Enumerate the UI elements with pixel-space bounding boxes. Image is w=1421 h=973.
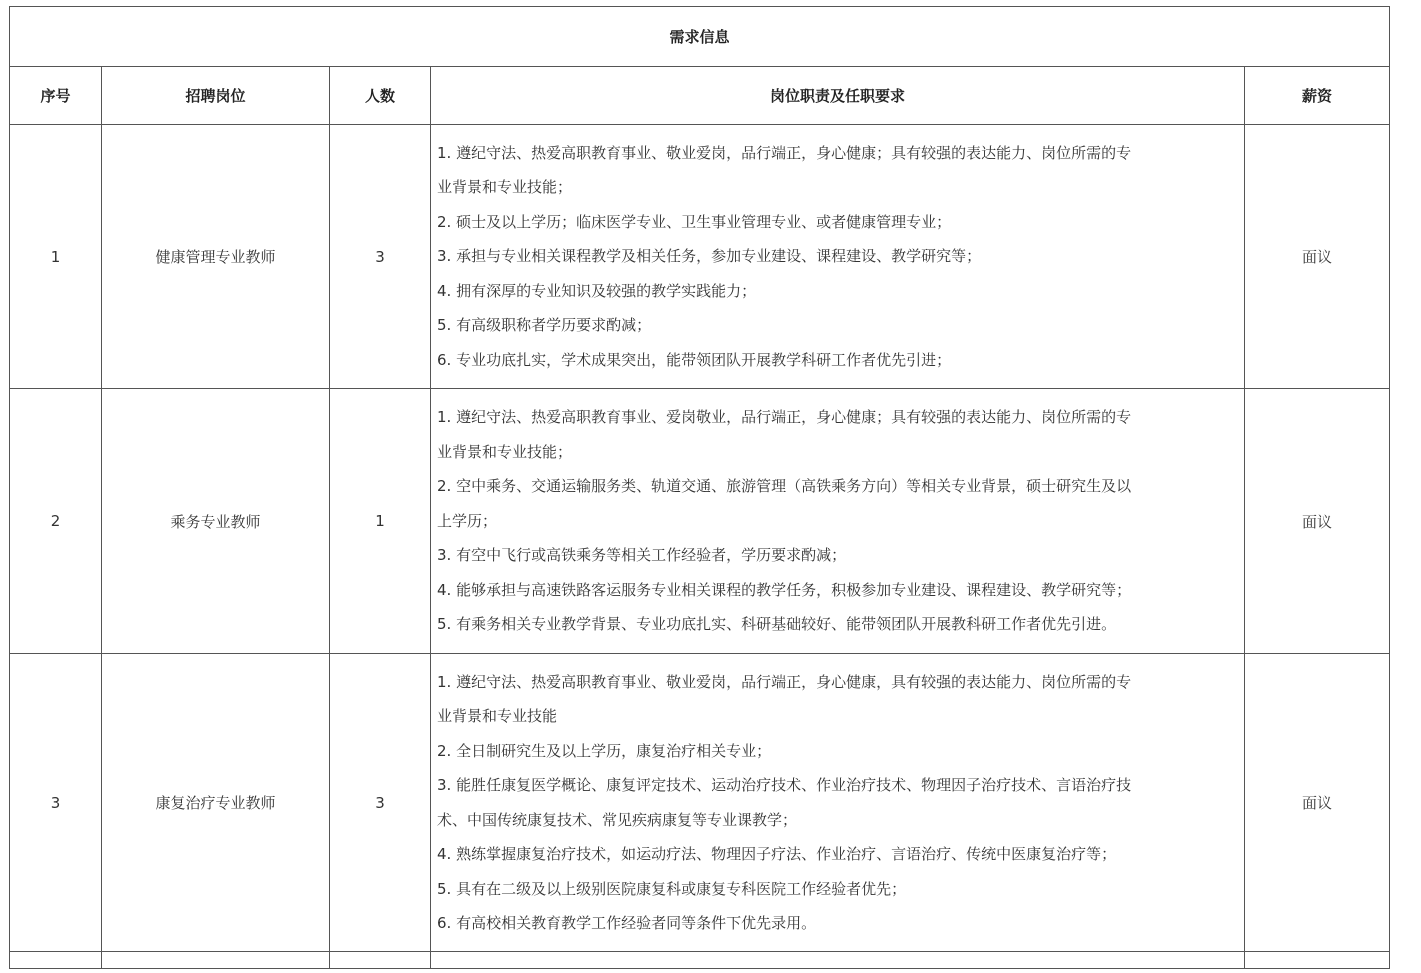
row-count: 1 xyxy=(330,389,431,654)
header-salary: 薪资 xyxy=(1245,67,1390,125)
duty-line: 3. 承担与专业相关课程教学及相关任务，参加专业建设、课程建设、教学研究等； xyxy=(437,247,982,266)
table-row xyxy=(10,125,1390,389)
duty-line: 5. 有乘务相关专业教学背景、专业功底扎实、科研基础较好、能带领团队开展教科研工作者优先引进。 xyxy=(437,615,1117,634)
partial-cell xyxy=(102,952,330,969)
row-position: 健康管理专业教师 xyxy=(102,125,330,389)
duty-line: 业背景和专业技能 xyxy=(437,707,558,725)
duty-line: 4. 拥有深厚的专业知识及较强的教学实践能力； xyxy=(437,281,757,300)
duty-line: 5. 具有在二级及以上级别医院康复科或康复专科医院工作经验者优先； xyxy=(437,879,907,898)
row-salary: 面议 xyxy=(1245,654,1390,952)
row-seq: 2 xyxy=(10,389,102,654)
duty-line: 1. 遵纪守法、热爱高职教育事业、敬业爱岗，品行端正，身心健康；具有较强的表达能力、岗位所需的专 xyxy=(437,143,1132,162)
duty-line: 6. 专业功底扎实，学术成果突出，能带领团队开展教学科研工作者优先引进； xyxy=(437,350,952,369)
row-count: 3 xyxy=(330,654,431,952)
duty-line: 2. 硕士及以上学历；临床医学专业、卫生事业管理专业、或者健康管理专业； xyxy=(437,212,952,231)
duty-line: 5. 有高级职称者学历要求酌减； xyxy=(437,316,652,335)
partial-cell xyxy=(1245,952,1390,969)
row-count: 3 xyxy=(330,125,431,389)
duty-line: 2. 全日制研究生及以上学历，康复治疗相关专业； xyxy=(437,741,772,760)
row-seq: 1 xyxy=(10,125,102,389)
duty-line: 术、中国传统康复技术、常见疾病康复等专业课教学； xyxy=(437,810,798,829)
header-count: 人数 xyxy=(330,67,431,125)
duty-line: 3. 能胜任康复医学概论、康复评定技术、运动治疗技术、作业治疗技术、物理因子治疗技术、言语治疗技 xyxy=(437,776,1132,794)
table-row xyxy=(10,654,1390,952)
partial-cell xyxy=(330,952,431,969)
duty-line: 3. 有空中飞行或高铁乘务等相关工作经验者，学历要求酌减； xyxy=(437,546,847,565)
header-seq: 序号 xyxy=(10,67,102,125)
duty-line: 上学历； xyxy=(437,511,498,530)
duty-line: 业背景和专业技能； xyxy=(437,442,573,461)
table-row-partial xyxy=(10,952,1390,969)
recruitment-table xyxy=(9,6,1390,969)
duty-line: 2. 空中乘务、交通运输服务类、轨道交通、旅游管理（高铁乘务方向）等相关专业背景，硕士研究生及以 xyxy=(437,477,1132,496)
table-title: 需求信息 xyxy=(10,7,1390,67)
duty-line: 6. 有高校相关教育教学工作经验者同等条件下优先录用。 xyxy=(437,914,817,932)
row-salary: 面议 xyxy=(1245,125,1390,389)
row-duties xyxy=(431,389,1245,654)
row-duties xyxy=(431,125,1245,389)
row-position: 乘务专业教师 xyxy=(102,389,330,654)
duty-line: 1. 遵纪守法、热爱高职教育事业、敬业爱岗，品行端正，身心健康，具有较强的表达能力、岗位所需的专 xyxy=(437,672,1132,691)
row-seq: 3 xyxy=(10,654,102,952)
table-row xyxy=(10,389,1390,654)
partial-cell xyxy=(10,952,102,969)
duty-line: 4. 熟练掌握康复治疗技术，如运动疗法、物理因子疗法、作业治疗、言语治疗、传统中医康复治疗等； xyxy=(437,845,1117,863)
duty-line: 1. 遵纪守法、热爱高职教育事业、爱岗敬业，品行端正，身心健康；具有较强的表达能力、岗位所需的专 xyxy=(437,408,1132,427)
duty-line: 4. 能够承担与高速铁路客运服务专业相关课程的教学任务，积极参加专业建设、课程建设、教学研究等； xyxy=(437,580,1132,599)
table-header-row xyxy=(10,67,1390,125)
row-position: 康复治疗专业教师 xyxy=(102,654,330,952)
header-duties: 岗位职责及任职要求 xyxy=(431,67,1245,125)
row-duties xyxy=(431,654,1245,952)
partial-cell xyxy=(431,952,1245,969)
duty-line: 业背景和专业技能； xyxy=(437,178,573,197)
table-title-row xyxy=(10,7,1390,67)
header-position: 招聘岗位 xyxy=(102,67,330,125)
row-salary: 面议 xyxy=(1245,389,1390,654)
